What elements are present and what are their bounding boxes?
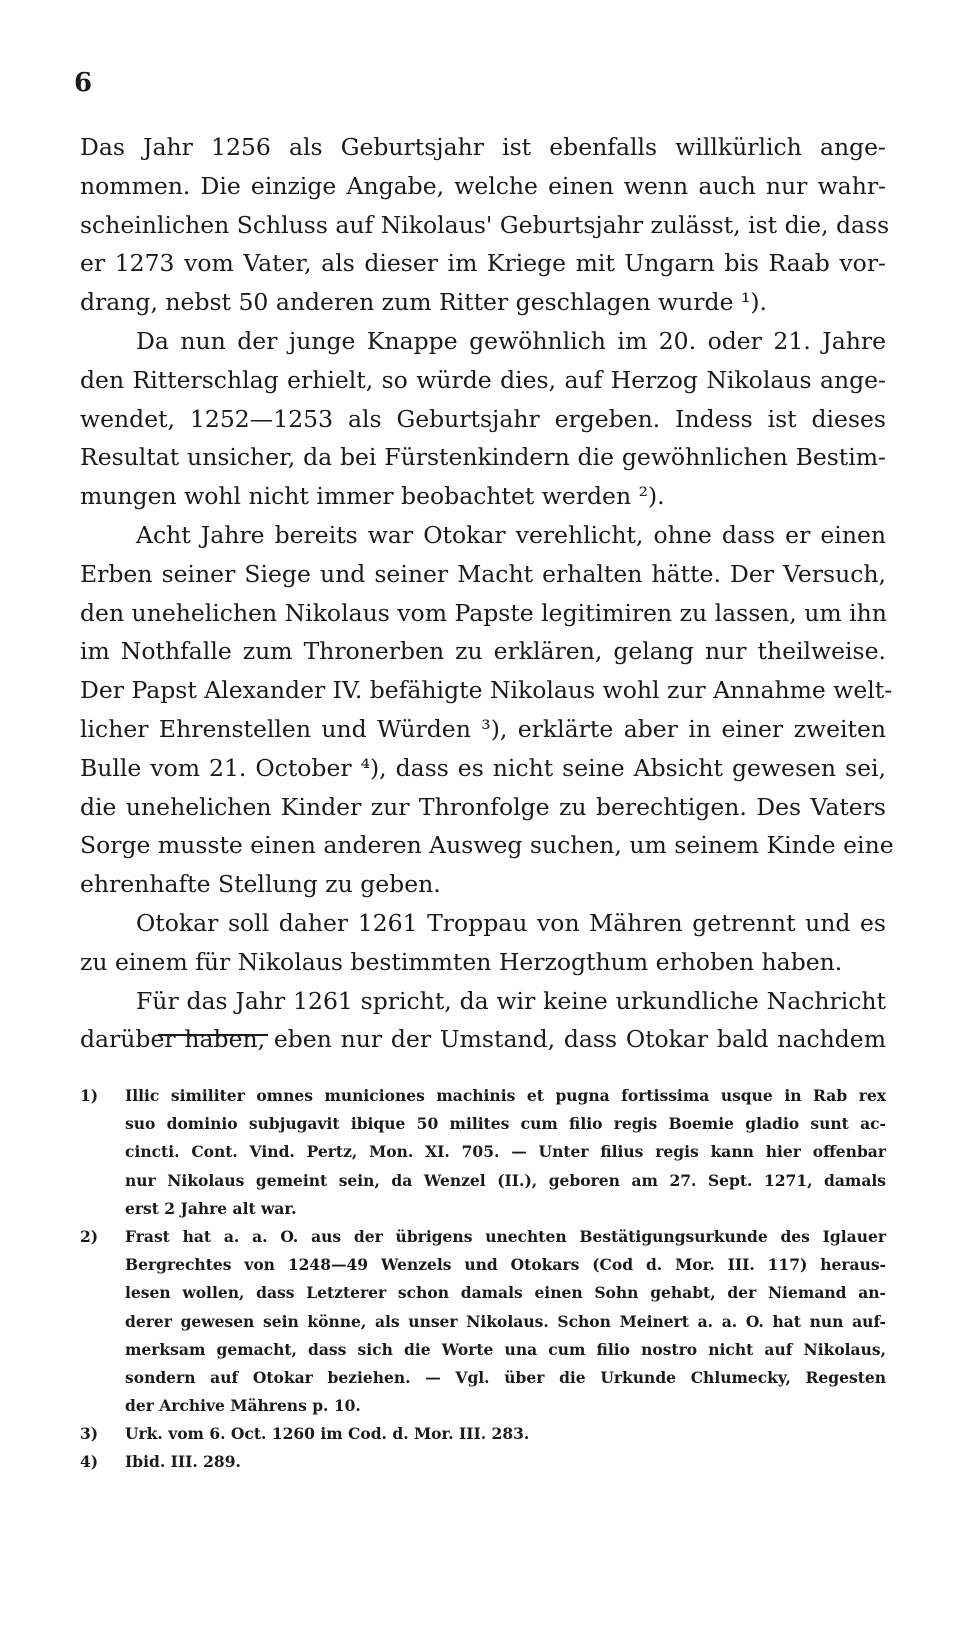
footnote-text: Frast hat a. a. O. aus der übrigens unechten Bestätigungsurkunde des Iglauer [125, 1226, 886, 1246]
body-line: licher Ehrenstellen und Würden ³), erklärte aber in einer zweiten [80, 714, 886, 743]
footnote-line [80, 1082, 886, 1110]
body-line: drang, nebst 50 anderen zum Ritter geschlagen wurde ¹). [80, 288, 768, 317]
body-line: mungen wohl nicht immer beobachtet werden ²). [80, 482, 665, 511]
body-line: Das Jahr 1256 als Geburtsjahr ist ebenfalls willkürlich ange- [80, 133, 886, 161]
body-line: ehrenhafte Stellung zu geben. [80, 870, 441, 899]
footnote-line [80, 1448, 886, 1476]
body-line: Bulle vom 21. October ⁴), dass es nicht seine Absicht gewesen sei, [80, 753, 886, 782]
body-line: den unehelichen Nikolaus vom Papste legitimiren zu lassen, um ihn [80, 598, 887, 627]
body-line: die unehelichen Kinder zur Thronfolge zu berechtigen. Des Vaters [80, 792, 886, 821]
footnote-marker: 1) [80, 1086, 99, 1105]
body-line: Da nun der junge Knappe gewöhnlich im 20. oder 21. Jahre [136, 326, 886, 355]
footnote-line: merksam gemacht, dass sich die Worte una cum filio nostro nicht auf Nikolaus, [125, 1339, 886, 1359]
body-line: Der Papst Alexander IV. befähigte Nikolaus wohl zur Annahme welt- [80, 676, 893, 705]
body-line: Acht Jahre bereits war Otokar verehlicht, ohne dass er einen [136, 520, 886, 549]
body-line: im Nothfalle zum Thronerben zu erklären, gelang nur theilweise. [80, 637, 886, 666]
footnote-divider [158, 1034, 268, 1036]
body-line: wendet, 1252—1253 als Geburtsjahr ergeben. Indess ist dieses [80, 404, 886, 433]
footnote-line: erst 2 Jahre alt war. [125, 1198, 297, 1218]
footnote-marker: 4) [80, 1452, 99, 1472]
footnote-text: Illic similiter omnes municiones machinis et pugna fortissima usque in Rab rex [125, 1086, 886, 1105]
body-line: Otokar soll daher 1261 Troppau von Mähren getrennt und es [136, 908, 886, 937]
body-line: darüber haben, eben nur der Umstand, dass Otokar bald nachdem [80, 1025, 886, 1054]
body-line: Resultat unsicher, da bei Fürstenkindern die gewöhnlichen Bestim- [80, 443, 886, 472]
footnote-line: cincti. Cont. Vind. Pertz, Mon. XI. 705. — Unter filius regis kann hier offenbar [125, 1142, 886, 1162]
body-line: Sorge musste einen anderen Ausweg suchen, um seinem Kinde eine [80, 831, 894, 860]
footnotes [80, 1082, 886, 1477]
footnote-text: Ibid. III. 289. [125, 1452, 241, 1472]
body-line: Erben seiner Siege und seiner Macht erhalten hätte. Der Versuch, [80, 559, 886, 588]
footnote-line: der Archive Mährens p. 10. [125, 1396, 361, 1416]
footnote-line: derer gewesen sein könne, als unser Nikolaus. Schon Meinert a. a. O. hat nun auf- [125, 1311, 886, 1331]
body-line: scheinlichen Schluss auf Nikolaus' Geburtsjahr zulässt, ist die, dass [80, 210, 890, 239]
body-text [80, 128, 894, 1059]
footnote-line: Bergrechtes von 1248—49 Wenzels und Otokars (Cod d. Mor. III. 117) heraus- [125, 1255, 886, 1275]
footnote-line [80, 1420, 886, 1448]
footnote-text: Urk. vom 6. Oct. 1260 im Cod. d. Mor. III. 283. [125, 1424, 530, 1444]
body-line: Für das Jahr 1261 spricht, da wir keine urkundliche Nachricht [136, 986, 886, 1015]
footnote-marker: 3) [80, 1424, 99, 1444]
body-line: zu einem für Nikolaus bestimmten Herzogthum erhoben haben. [80, 947, 843, 976]
page-number: 6 [74, 68, 93, 98]
body-line: er 1273 vom Vater, als dieser im Kriege mit Ungarn bis Raab vor- [80, 249, 886, 278]
footnote-line [80, 1223, 886, 1251]
footnote-line: sondern auf Otokar beziehen. — Vgl. über die Urkunde Chlumecky, Regesten [125, 1367, 886, 1387]
footnote-marker: 2) [80, 1226, 99, 1246]
footnote-line: suo dominio subjugavit ibique 50 milites cum filio regis Boemie gladio sunt ac- [125, 1114, 886, 1134]
body-line: nommen. Die einzige Angabe, welche einen wenn auch nur wahr- [80, 171, 886, 200]
footnote-line: nur Nikolaus gemeint sein, da Wenzel (II.), geboren am 27. Sept. 1271, damals [125, 1170, 886, 1190]
body-line: den Ritterschlag erhielt, so würde dies, auf Herzog Nikolaus ange- [80, 365, 886, 394]
footnote-line: lesen wollen, dass Letzterer schon damals einen Sohn gehabt, der Niemand an- [125, 1283, 886, 1303]
